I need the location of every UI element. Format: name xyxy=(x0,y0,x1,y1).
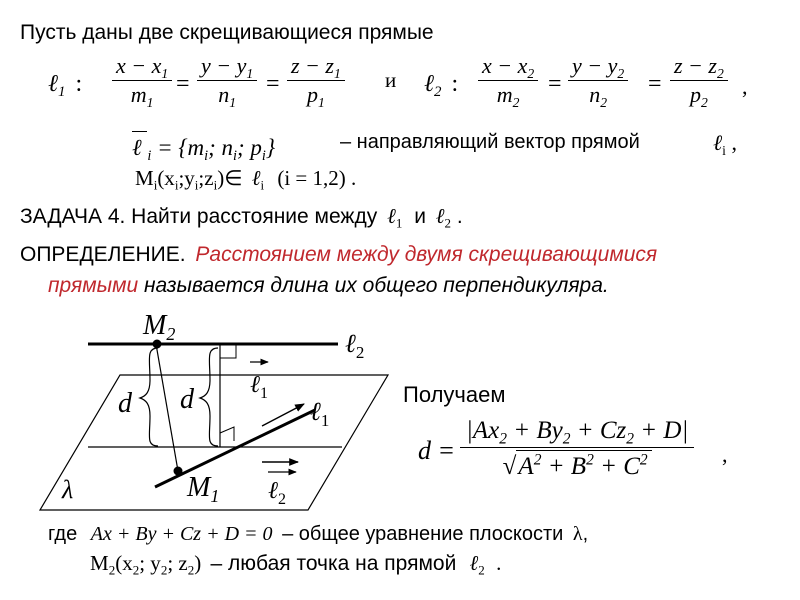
line2-frac-x: $\frac{x - x_2}{m_2}$ xyxy=(478,55,538,106)
line2-frac-z: $\frac{z - z_2}{p_2}$ xyxy=(670,55,728,106)
l1-direction-arrow xyxy=(262,404,304,426)
line1-eq-1: = xyxy=(176,71,190,97)
line2-eq-1: = xyxy=(548,71,562,97)
line-l1 xyxy=(155,410,315,487)
line1-label: ℓ$_1$ : xyxy=(48,71,83,101)
label-M2: $M_2$ xyxy=(143,310,176,344)
label-M1: $M_1$ xyxy=(187,472,220,506)
label-l1-vector: ℓ$_1$ xyxy=(250,372,268,402)
right-angle-top xyxy=(220,344,236,358)
brace-mid xyxy=(200,348,218,446)
point-line: $M_i(x_i;y_i;z_i)\in$ ℓ$_i$ (i = 1,2) . xyxy=(135,166,357,193)
line2-end: , xyxy=(742,74,748,99)
line1-eq-2: = xyxy=(266,71,280,97)
common-perpendicular xyxy=(156,344,178,471)
and-word: и xyxy=(385,68,397,92)
label-d-left: d xyxy=(118,388,132,419)
result-lhs: d = xyxy=(418,436,456,465)
task-line: ЗАДАЧА 4. Найти расстояние между ℓ$_1$ и ℓ$_2$ . xyxy=(20,204,463,231)
result-fraction: $\frac{|Ax_2 + By_2 + Cz_2 + D|}{√A^2 + B^2 + C^2}$ xyxy=(460,418,694,479)
line1-frac-z: $\frac{z - z_1}{p_1}$ xyxy=(287,55,345,106)
label-lambda: λ xyxy=(62,475,74,504)
direction-vector-formula: ℓ $_i = \{m_i$; $n_i$; $p_i$} xyxy=(132,136,275,159)
label-d-mid: d xyxy=(180,384,194,415)
footer-line2: $M_2(x_2$; $y_2$; $z_2$) – любая точка на прямой ℓ$_2$ . xyxy=(90,551,502,578)
line1-frac-y: $\frac{y - y_1}{n_1}$ xyxy=(197,55,257,106)
label-l2: ℓ$_2$ xyxy=(345,329,365,362)
label-l2-vector: ℓ$_2$ xyxy=(268,478,286,508)
right-angle-bottom xyxy=(220,427,234,441)
brace-left xyxy=(140,348,158,446)
definition-label: ОПРЕДЕЛЕНИЕ. xyxy=(20,243,186,266)
skew-lines-figure xyxy=(0,300,400,515)
definition-red-word: прямыми xyxy=(48,274,139,297)
label-l1: ℓ$_1$ xyxy=(310,397,330,430)
direction-vector-ell: ℓ$_i$ , xyxy=(713,130,737,158)
intro-text: Пусть даны две скрещивающиеся прямые xyxy=(20,21,434,44)
line2-frac-y: $\frac{y - y_2}{n_2}$ xyxy=(568,55,628,106)
line2-eq-2: = xyxy=(648,71,662,97)
line1-frac-x: $\frac{x - x_1}{m_1}$ xyxy=(112,55,172,106)
result-end: , xyxy=(722,442,728,467)
direction-vector-text: – направляющий вектор прямой xyxy=(340,131,640,153)
definition-red-text: Расстоянием между двумя скрещивающимися xyxy=(195,243,658,266)
definition-rest: называется длина их общего перпендикуляра. xyxy=(144,274,609,297)
definition-line2 xyxy=(48,275,609,296)
definition-line1 xyxy=(20,244,657,265)
result-label: Получаем xyxy=(403,382,506,407)
line2-label: ℓ$_2$ : xyxy=(424,71,459,101)
point-M1 xyxy=(174,467,183,476)
footer-line1: где Ax + By + Cz + D = 0 – общее уравнение плоскости λ, xyxy=(48,523,589,545)
